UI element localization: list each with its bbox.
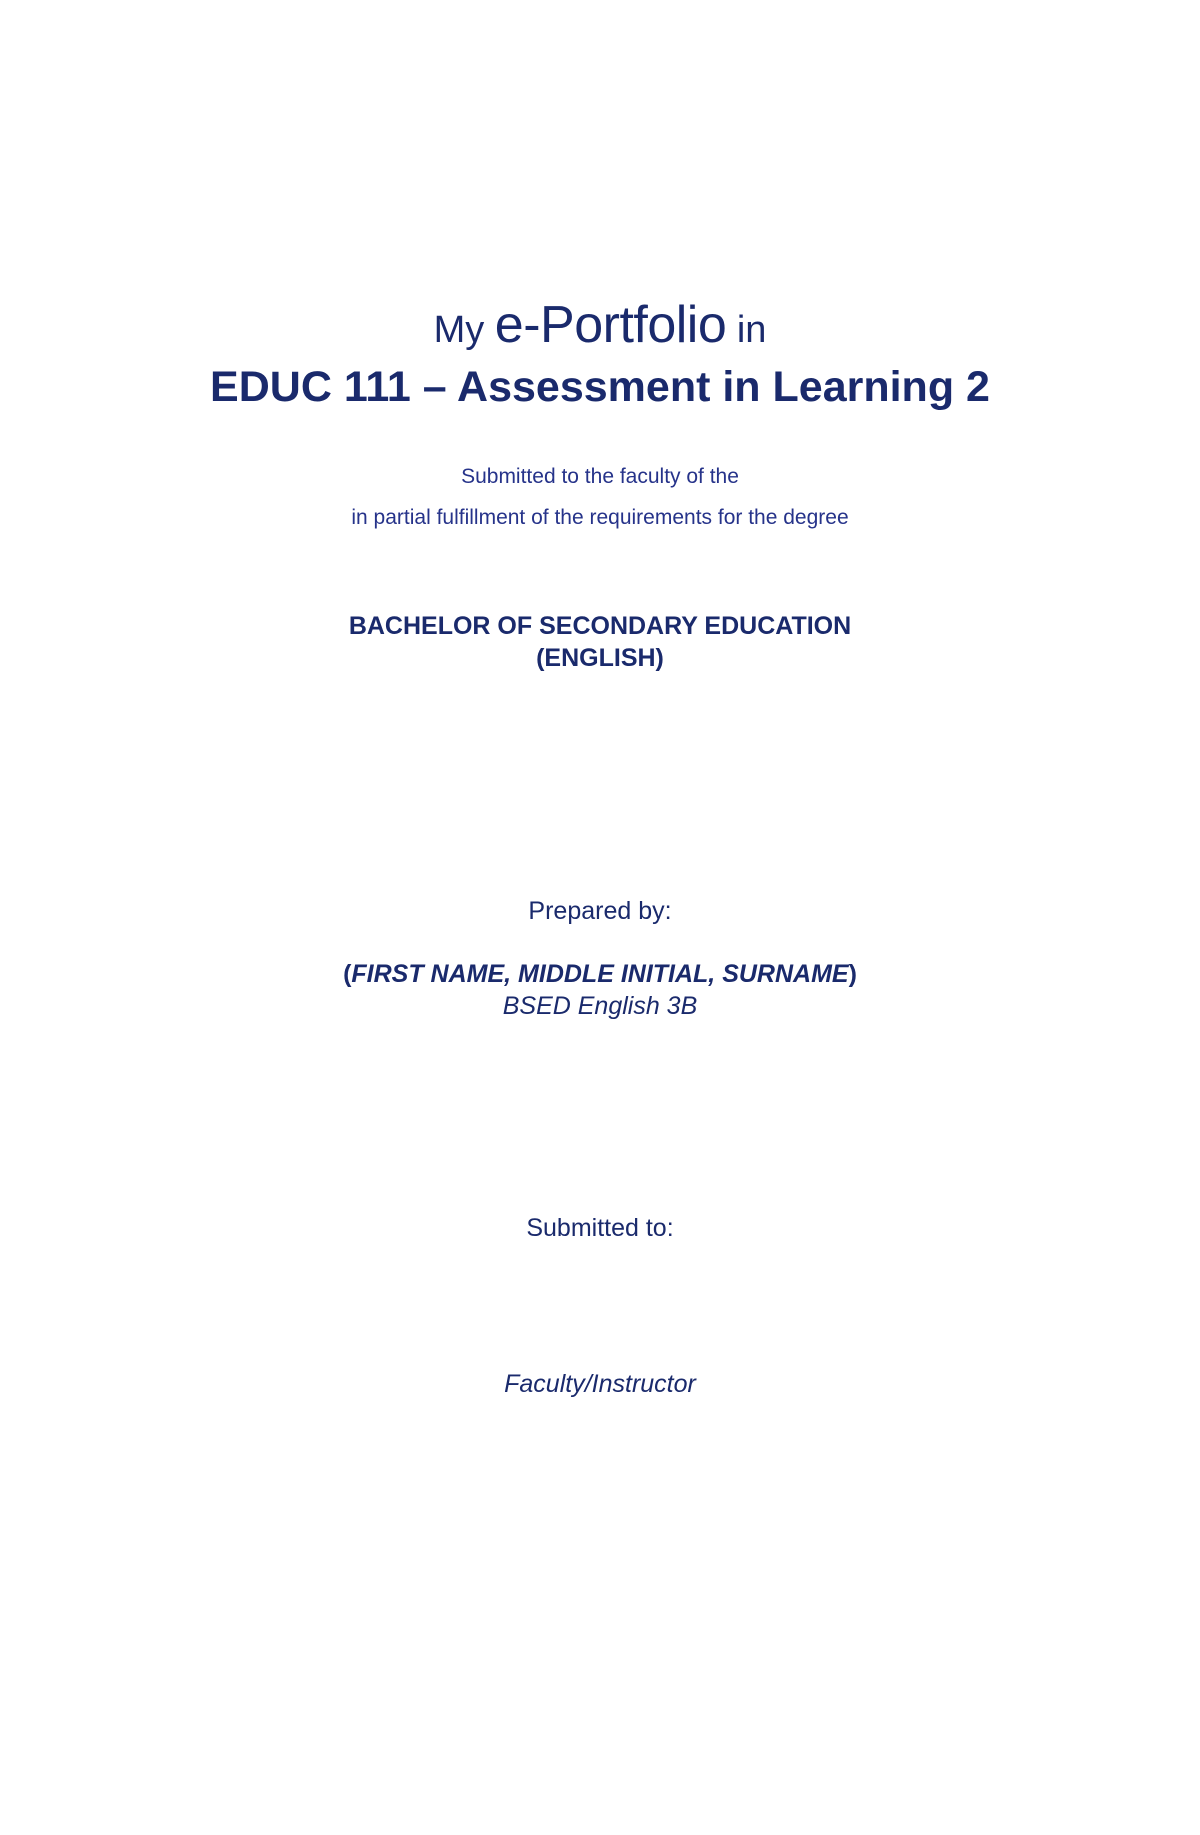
degree-line-2: (ENGLISH) bbox=[536, 644, 664, 672]
submission-line-2: in partial fulfillment of the requirements for the degree bbox=[351, 506, 849, 529]
degree-line-1: BACHELOR OF SECONDARY EDUCATION bbox=[348, 612, 852, 640]
name-close-paren: ) bbox=[848, 960, 857, 988]
name-placeholder: FIRST NAME, MIDDLE INITIAL, SURNAME bbox=[351, 960, 849, 988]
title-line-1 bbox=[0, 296, 1200, 355]
prepared-by-label: Prepared by: bbox=[528, 897, 672, 925]
course-title: EDUC 111 – Assessment in Learning 2 bbox=[210, 363, 990, 411]
faculty-instructor: Faculty/Instructor bbox=[504, 1370, 696, 1398]
student-section: BSED English 3B bbox=[502, 992, 698, 1020]
submission-line-1: Submitted to the faculty of the bbox=[461, 465, 739, 488]
title-eportfolio: e-Portfolio bbox=[494, 296, 727, 354]
degree-title bbox=[0, 610, 1200, 674]
student-name bbox=[0, 958, 1200, 990]
submitted-to-label: Submitted to: bbox=[526, 1214, 674, 1242]
name-open-paren: ( bbox=[343, 960, 352, 988]
title-my: My bbox=[433, 309, 485, 351]
title-in: in bbox=[736, 309, 767, 351]
